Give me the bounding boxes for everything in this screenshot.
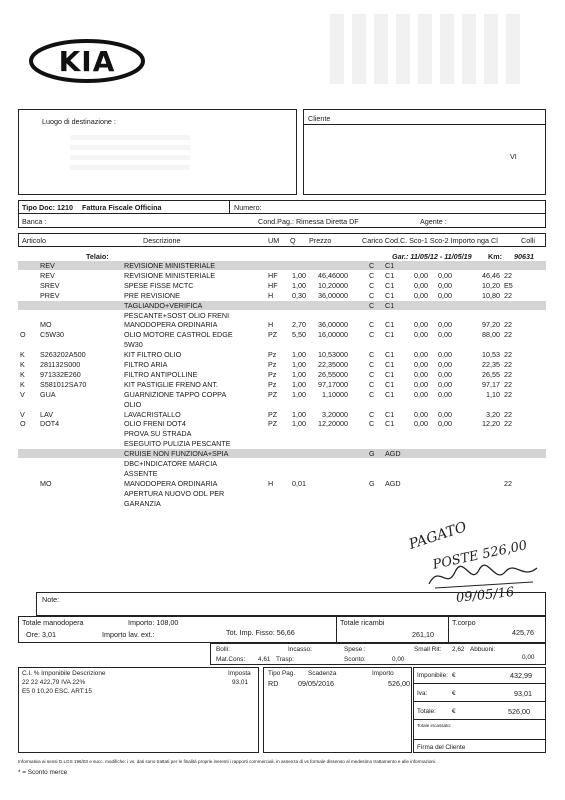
row-um: PZ (268, 409, 278, 419)
row-s2: 0,00 (438, 330, 452, 340)
row-art: S581012SA70 (40, 379, 87, 389)
row-s1: 0,00 (414, 419, 428, 429)
row-desc: FILTRO ARIA (124, 360, 168, 369)
totale-incassato: Totale incassato: (417, 723, 452, 728)
row-q: 1,00 (292, 419, 306, 429)
row-desc: REVISIONE MINISTERIALE (124, 270, 216, 280)
importo-header: Importo (372, 670, 394, 677)
row-prezzo: 12,20000 (318, 419, 348, 429)
abbuoni: Abbuoni: (470, 646, 496, 653)
row-art: MO (40, 478, 52, 488)
row-um: PZ (268, 389, 278, 399)
row-prezzo: 36,00000 (318, 290, 348, 300)
note-box (36, 592, 546, 616)
row-cod: C1 (385, 379, 395, 389)
row-car: C (369, 360, 375, 369)
cond-pag: Cond.Pag.: Rimessa Diretta DF (258, 217, 359, 226)
row-art: PREV (40, 290, 60, 300)
col-um: UM (268, 236, 280, 245)
row-cl: 22 (504, 419, 512, 429)
row-car: C (369, 350, 375, 360)
row-um: HF (268, 280, 278, 290)
row-art: 281132S000 (40, 360, 81, 369)
row-desc: REVISIONE MINISTERIALE (124, 261, 216, 270)
row-desc: GARANZIA (124, 498, 161, 508)
row-um: HF (268, 270, 278, 280)
row-s2: 0,00 (438, 360, 452, 369)
row-art: DOT4 (40, 419, 60, 429)
row-cod: C1 (385, 300, 395, 310)
row-cod: AGD (385, 478, 401, 488)
row-desc: MANODOPERA ORDINARIA (124, 320, 218, 330)
row-imp: 26,55 (482, 369, 500, 379)
row-s1: 0,00 (414, 389, 428, 399)
col-prezzo: Prezzo (309, 236, 332, 245)
imponibile-value: 432,99 (510, 671, 532, 680)
ore: Ore: 3,01 (26, 630, 56, 639)
row-pre: V (20, 389, 25, 399)
row-art: LAV (40, 409, 54, 419)
row-car: C (369, 389, 375, 399)
col-articolo: Articolo (22, 236, 46, 245)
row-car: C (369, 300, 375, 310)
row-cl: 22 (504, 270, 512, 280)
euro-3: € (452, 708, 456, 715)
importo-lav-ext: Importo lav. ext.: (102, 630, 155, 639)
row-s2: 0,00 (438, 290, 452, 300)
row-pre: K (20, 360, 25, 369)
row-desc: OLIO (124, 399, 142, 409)
iva-label: Iva: (417, 690, 428, 697)
handwritten-poste: POSTE 526,00 (431, 538, 529, 573)
row-car: C (369, 379, 375, 389)
row-desc: KIT PASTIGLIE FRENO ANT. (124, 379, 218, 389)
row-q: 1,00 (292, 409, 306, 419)
vat-row-1: 22 22 422,79 IVA 22% (22, 679, 86, 686)
row-s2: 0,00 (438, 419, 452, 429)
row-um: Pz (268, 369, 277, 379)
row-prezzo: 97,17000 (318, 379, 348, 389)
row-art: SREV (40, 280, 60, 290)
row-q: 2,70 (292, 320, 306, 330)
abbuoni-value: 0,00 (522, 654, 535, 661)
imponibile-label: Imponibile: (417, 672, 448, 679)
row-cod: C1 (385, 270, 395, 280)
row-desc: 5W30 (124, 340, 143, 350)
row-cl: E5 (504, 280, 513, 290)
row-imp: 97,20 (482, 320, 500, 330)
row-pre: K (20, 379, 25, 389)
row-desc: OLIO MOTORE CASTROL EDGE (124, 330, 233, 340)
row-imp: 46,46 (482, 270, 500, 280)
row-art: REV (40, 261, 55, 270)
row-q: 0,01 (292, 478, 306, 488)
importo-manodopera: Importo: 108,00 (128, 618, 179, 627)
row-um: PZ (268, 330, 278, 340)
row-pre: K (20, 350, 25, 360)
row-cl: 22 (504, 360, 512, 369)
row-q: 0,30 (292, 290, 306, 300)
row-car: C (369, 369, 375, 379)
row-cod: C1 (385, 290, 395, 300)
mat-cons: Mat.Cons: (216, 656, 246, 663)
row-um: Pz (268, 350, 277, 360)
row-imp: 97,17 (482, 379, 500, 389)
row-desc: FILTRO ANTIPOLLINE (124, 369, 198, 379)
row-car: C (369, 419, 375, 429)
row-s2: 0,00 (438, 379, 452, 389)
tcorpo-label: T.corpo (452, 618, 476, 627)
row-art: MO (40, 320, 52, 330)
row-art: 971332E260 (40, 369, 81, 379)
row-cl: 22 (504, 409, 512, 419)
row-s2: 0,00 (438, 320, 452, 330)
row-q: 1,00 (292, 350, 306, 360)
client-label: Cliente (308, 114, 331, 123)
row-s2: 0,00 (438, 409, 452, 419)
row-desc: MANODOPERA ORDINARIA (124, 478, 218, 488)
row-shade (18, 449, 546, 458)
col-descrizione: Descrizione (143, 236, 181, 245)
small-rit: Small Rit: (414, 646, 442, 653)
row-car: C (369, 270, 375, 280)
row-prezzo: 16,00000 (318, 330, 348, 340)
row-cl: 22 (504, 320, 512, 330)
tot-manodopera-label: Totale manodopera (22, 618, 84, 627)
row-desc: PROVA SU STRADA (124, 429, 192, 439)
incasso: Incasso: (288, 646, 312, 653)
small-rit-value: 2,62 (452, 646, 465, 653)
row-um: PZ (268, 419, 278, 429)
row-car: C (369, 330, 375, 340)
row-car: C (369, 409, 375, 419)
row-imp: 12,20 (482, 419, 500, 429)
col-colli: Colli (521, 236, 535, 245)
row-cod: C1 (385, 389, 395, 399)
euro-1: € (452, 672, 456, 679)
row-desc: ASSENTE (124, 468, 158, 478)
row-prezzo: 36,00000 (318, 320, 348, 330)
row-prezzo: 26,55000 (318, 369, 348, 379)
row-q: 1,00 (292, 360, 306, 369)
row-um: H (268, 290, 274, 300)
row-um: Pz (268, 379, 277, 389)
row-prezzo: 1,10000 (322, 389, 348, 399)
row-prezzo: 46,46000 (318, 270, 348, 280)
row-desc: GUARNIZIONE TAPPO COPPA (124, 389, 227, 399)
totale-ricambi-label: Totale ricambi (340, 618, 385, 627)
trasp: Trasp: (276, 656, 294, 663)
row-q: 1,00 (292, 270, 306, 280)
sconto: Sconto: (344, 656, 366, 663)
row-s2: 0,00 (438, 350, 452, 360)
privacy-footer: Informativa ai sensi D.LGS 196/03 e succ. modifiche: i vs. dati sono trattati per le finalità proprie inerenti i rapporti commerciali, in assenza di vs formale dissenso al medesimo trattamento e alle informazioni. (18, 759, 437, 764)
spese: Spese : (344, 646, 366, 653)
row-desc: LAVACRISTALLO (124, 409, 181, 419)
km-value: 90631 (514, 252, 534, 261)
row-desc: SPESE FISSE MCTC (124, 280, 194, 290)
mat-cons-value: 4,61 (258, 656, 271, 663)
row-cod: C1 (385, 369, 395, 379)
km-label: Km: (488, 252, 502, 261)
row-pre: O (20, 330, 26, 340)
row-desc: KIT FILTRO OLIO (124, 350, 182, 360)
row-desc: DBC+INDICATORE MARCIA (124, 459, 217, 468)
tot-imp-fisso: Tot. Imp. Fisso: 56,66 (226, 628, 295, 637)
totale-ricambi-value: 261,10 (412, 630, 434, 639)
row-cl: 22 (504, 369, 512, 379)
row-shade (18, 261, 546, 270)
destination-redacted (70, 130, 190, 170)
row-cod: C1 (385, 320, 395, 330)
scan-noise (330, 14, 520, 84)
handwritten-date: 09/05/16 (455, 584, 516, 607)
row-pre: V (20, 409, 25, 419)
handwritten-paid: PAGATO (406, 519, 469, 553)
row-cl: 22 (504, 290, 512, 300)
row-s2: 0,00 (438, 280, 452, 290)
row-q: 1,00 (292, 389, 306, 399)
tipo-doc: Tipo Doc: 1210 (22, 203, 73, 212)
row-um: H (268, 320, 274, 330)
row-desc: TAGLIANDO+VERIFICA (124, 300, 203, 310)
row-car: C (369, 290, 375, 300)
imposta-value: 93,01 (232, 679, 248, 686)
row-s1: 0,00 (414, 409, 428, 419)
row-cl: 22 (504, 350, 512, 360)
row-desc: APERTURA NUOVO ODL PER (124, 488, 225, 498)
scadenza: Scadenza (308, 670, 337, 677)
garanzia-dates: Gar.: 11/05/12 - 11/05/19 (392, 252, 472, 261)
row-s1: 0,00 (414, 330, 428, 340)
payment-type: RD (268, 679, 279, 688)
row-q: 1,00 (292, 379, 306, 389)
destination-label: Luogo di destinazione : (42, 117, 116, 126)
row-s1: 0,00 (414, 290, 428, 300)
row-car: C (369, 320, 375, 330)
row-s1: 0,00 (414, 379, 428, 389)
row-um: Pz (268, 360, 277, 369)
imposta-header: Imposta (228, 670, 251, 677)
numero-label: Numero: (234, 203, 262, 212)
totale-label: Totale: (417, 708, 436, 715)
kia-logo (28, 38, 146, 84)
row-car: C (369, 280, 375, 290)
row-prezzo: 3,20000 (322, 409, 348, 419)
row-s1: 0,00 (414, 369, 428, 379)
tipo-pag: Tipo Pag. (268, 670, 296, 677)
row-imp: 10,20 (482, 280, 500, 290)
row-s2: 0,00 (438, 270, 452, 280)
row-shade (18, 301, 546, 310)
row-q: 1,00 (292, 369, 306, 379)
row-car: G (369, 449, 375, 459)
col-q: Q (290, 236, 296, 245)
row-imp: 10,80 (482, 290, 500, 300)
col-tail: Carico Cod.C. Sco-1 Sco-2 Importo nga Cl (362, 236, 498, 245)
payment-amount: 526,00 (388, 679, 410, 688)
row-imp: 1,10 (486, 389, 500, 399)
fattura-label: Fattura Fiscale Officina (82, 203, 162, 212)
row-prezzo: 10,20000 (318, 280, 348, 290)
row-art: C5W30 (40, 330, 64, 340)
row-desc: PESCANTE+SOST OLIO FRENI (124, 310, 230, 320)
row-cod: C1 (385, 261, 395, 270)
row-cl: 22 (504, 379, 512, 389)
row-s2: 0,00 (438, 369, 452, 379)
row-car: C (369, 261, 375, 270)
row-s2: 0,00 (438, 389, 452, 399)
row-cod: C1 (385, 360, 395, 369)
row-s1: 0,00 (414, 280, 428, 290)
telaio-label: Telaio: (86, 252, 109, 261)
row-desc: CRUISE NON FUNZIONA+SPIA (124, 449, 229, 459)
row-cl: 22 (504, 478, 512, 488)
payment-date: 09/05/2016 (298, 679, 334, 688)
row-cod: C1 (385, 350, 395, 360)
row-q: 5,50 (292, 330, 306, 340)
sconto-value: 0,00 (392, 656, 405, 663)
vat-row-2: E5 0 10,20 ESC. ART.15 (22, 688, 92, 695)
row-s1: 0,00 (414, 350, 428, 360)
row-prezzo: 10,53000 (318, 350, 348, 360)
row-um: H (268, 478, 274, 488)
row-cl: 22 (504, 330, 512, 340)
handwritten-signature (425, 560, 545, 592)
row-s1: 0,00 (414, 360, 428, 369)
row-desc: PRE REVISIONE (124, 290, 180, 300)
firma-cliente: Firma del Cliente (417, 744, 466, 751)
row-s1: 0,00 (414, 270, 428, 280)
agente-label: Agente : (420, 217, 447, 226)
row-desc: OLIO FRENI DOT4 (124, 419, 186, 429)
row-q: 1,00 (292, 280, 306, 290)
tcorpo-value: 425,76 (512, 628, 534, 637)
row-cl: 22 (504, 389, 512, 399)
iva-value: 93,01 (514, 689, 532, 698)
row-desc: ESEGUITO PULIZIA PESCANTE (124, 439, 231, 449)
row-s1: 0,00 (414, 320, 428, 330)
row-cod: C1 (385, 330, 395, 340)
row-cod: AGD (385, 449, 401, 459)
banca-label: Banca : (22, 217, 47, 226)
row-art: S263202A500 (40, 350, 86, 360)
row-art: GUA (40, 389, 56, 399)
row-imp: 22,35 (482, 360, 500, 369)
row-cod: C1 (385, 409, 395, 419)
client-mark: VI (510, 152, 517, 161)
sconto-merce-note: * = Sconto merce (18, 769, 68, 776)
svg-text:KIA: KIA (58, 45, 116, 78)
row-cod: C1 (385, 280, 395, 290)
vat-header: C.I. % Imponibile Descrizione (22, 670, 106, 677)
row-imp: 3,20 (486, 409, 500, 419)
row-pre: O (20, 419, 26, 429)
row-pre: K (20, 369, 25, 379)
row-car: G (369, 478, 375, 488)
bolli: Bolli: (216, 646, 230, 653)
euro-2: € (452, 690, 456, 697)
row-prezzo: 22,35000 (318, 360, 348, 369)
row-imp: 88,00 (482, 330, 500, 340)
row-cod: C1 (385, 419, 395, 429)
row-imp: 10,53 (482, 350, 500, 360)
row-art: REV (40, 270, 55, 280)
note-label: Note: (42, 595, 60, 604)
totale-value: 526,00 (508, 707, 530, 716)
